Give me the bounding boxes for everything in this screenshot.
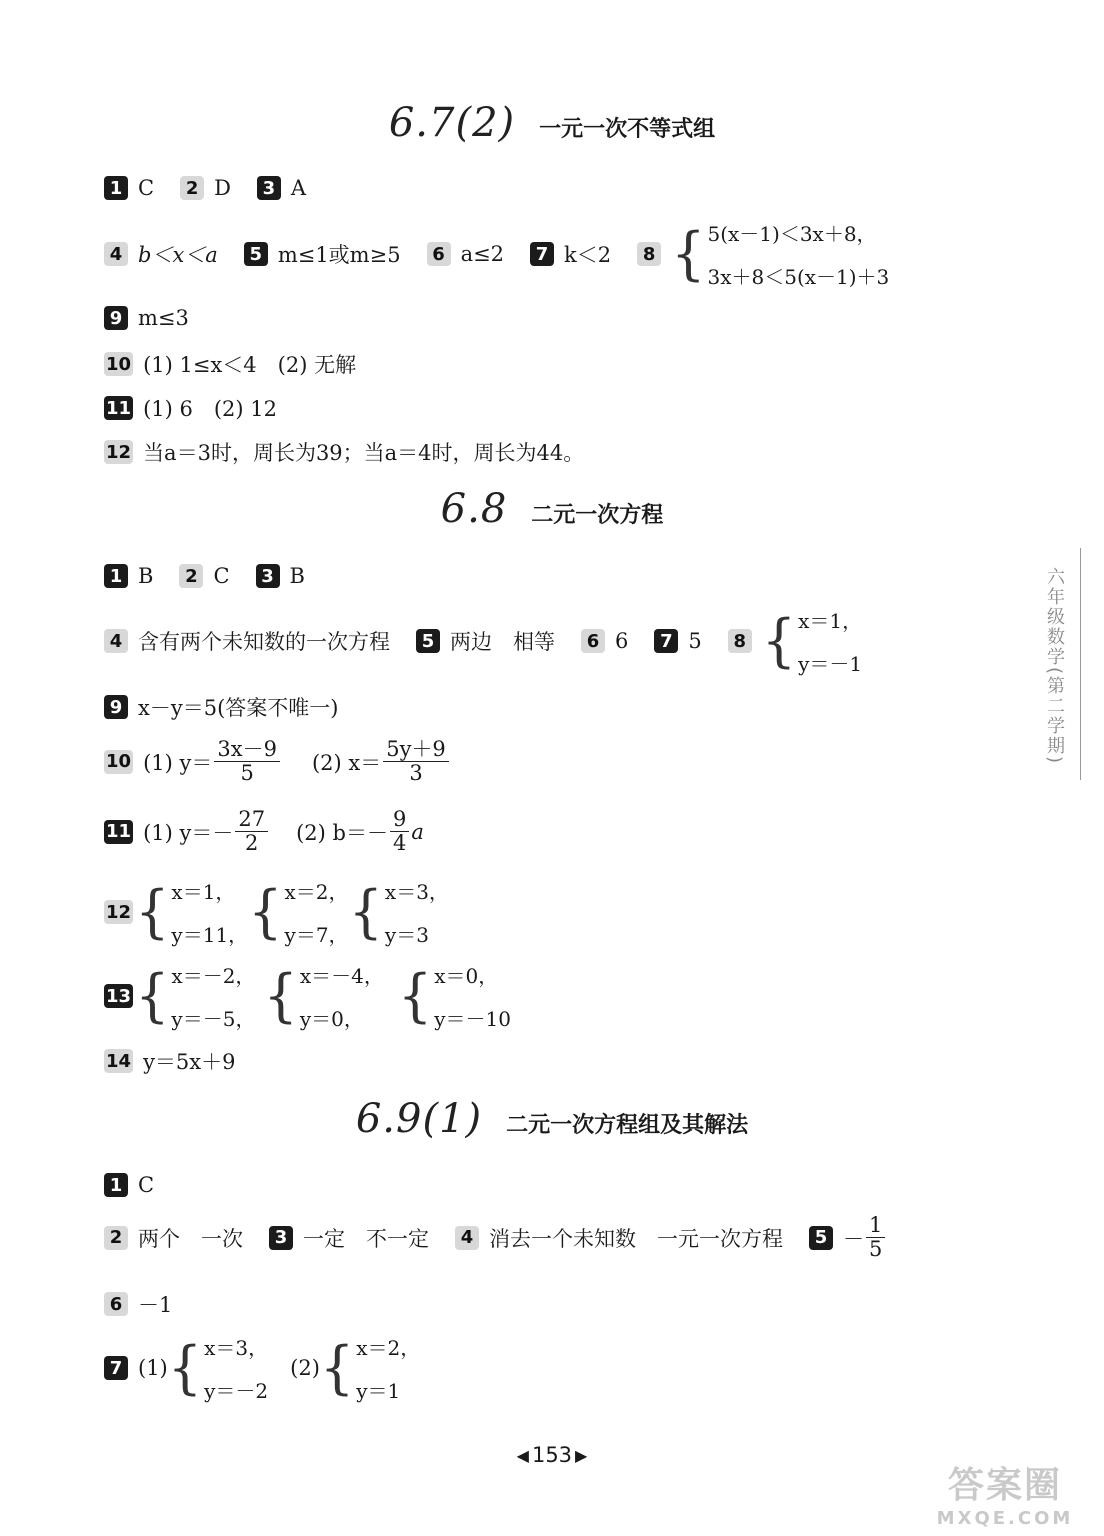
- question-number-badge: 7: [654, 629, 678, 653]
- side-book-title: 六年级数学(第二学期): [1044, 566, 1065, 766]
- equation-system: [398, 960, 511, 1032]
- question-number-badge: 8: [728, 629, 752, 653]
- system-line: y＝－5，: [171, 1007, 256, 1031]
- fraction-denominator: 4: [392, 831, 407, 856]
- system-line: x＝0，: [434, 964, 499, 988]
- answer-text: 当a＝3时，周长为39；当a＝4时，周长为44。: [143, 441, 585, 465]
- answer-text: m≤1或m≥5: [277, 243, 401, 267]
- answer-text: C: [138, 1173, 155, 1197]
- fraction: [390, 808, 409, 855]
- question-number-badge: 3: [256, 564, 280, 588]
- system-line: y＝－1: [798, 652, 863, 676]
- fraction: [866, 1214, 885, 1261]
- answer-row: [104, 876, 449, 948]
- answer-text: y＝5x＋9: [143, 1050, 236, 1074]
- answer-text: 一定 不一定: [303, 1226, 429, 1251]
- fraction: [235, 808, 268, 855]
- answer-text: b＜x＜a: [138, 243, 218, 267]
- answer-prefix: －: [843, 1226, 864, 1251]
- brace-icon: {: [135, 878, 170, 945]
- equation-system: [349, 876, 449, 948]
- answer-text: (1) 1≤x＜4 (2) 无解: [143, 353, 357, 377]
- brace-icon: {: [135, 962, 170, 1029]
- answer-text: m≤3: [138, 306, 189, 330]
- answer-text: B: [289, 564, 305, 588]
- answer-text: 含有两个未知数的一次方程: [138, 630, 390, 654]
- question-number-badge: 4: [104, 629, 128, 653]
- system-line: x＝2，: [356, 1336, 421, 1360]
- fraction-numerator: 3x－9: [214, 738, 280, 762]
- page-number-text: 153: [531, 1443, 573, 1467]
- answer-row: [104, 1173, 180, 1197]
- question-number-badge: 5: [416, 629, 440, 653]
- equation-system: [671, 218, 889, 290]
- fraction-numerator: 5y＋9: [383, 738, 449, 762]
- section-name: 二元一次方程组及其解法: [506, 1113, 749, 1138]
- fraction-numerator: 9: [390, 808, 409, 832]
- fraction-denominator: 3: [409, 761, 423, 786]
- brace-icon: {: [263, 962, 298, 1029]
- answer-text: B: [138, 564, 154, 588]
- right-triangle-icon: ▶: [575, 1445, 588, 1465]
- system-line: y＝－2: [204, 1379, 269, 1403]
- question-number-badge: 9: [104, 306, 128, 330]
- watermark-url: MXQE.COM: [936, 1507, 1074, 1529]
- answer-text: x－y＝5(答案不唯一): [138, 696, 339, 720]
- system-line: x＝3，: [384, 880, 449, 904]
- section-number: 6.8: [440, 486, 508, 532]
- answer-text: 两边 相等: [450, 630, 555, 654]
- section-name: 一元一次不等式组: [539, 117, 716, 142]
- question-number-badge: 5: [809, 1226, 833, 1250]
- section-number: 6.7(2): [388, 100, 516, 146]
- question-number-badge: 10: [106, 751, 132, 773]
- answer-prefix: (2) x＝: [311, 750, 382, 775]
- question-number-badge: 5: [244, 242, 268, 266]
- answer-text: k＜2: [564, 243, 612, 267]
- answer-prefix: (1) y＝－: [143, 820, 234, 845]
- question-number-badge: 6: [581, 629, 605, 653]
- question-number-badge: 11: [106, 397, 132, 419]
- answer-suffix: a: [411, 819, 424, 844]
- answer-row: [104, 1046, 262, 1076]
- question-number-badge: 2: [104, 1226, 128, 1250]
- answer-text: a≤2: [460, 242, 505, 266]
- equation-system: [762, 605, 862, 677]
- equation-system: [135, 960, 255, 1032]
- answer-prefix: (1) y＝: [143, 750, 213, 775]
- question-number-badge: 7: [530, 242, 554, 266]
- answer-text: C: [213, 564, 230, 588]
- brace-icon: {: [248, 878, 283, 945]
- answer-row: [104, 960, 511, 1032]
- answer-row: [104, 306, 215, 330]
- section-title-6-8: [0, 486, 1104, 532]
- question-number-badge: 6: [104, 1292, 128, 1316]
- system-line: y＝－10: [434, 1007, 511, 1031]
- question-number-badge: 1: [104, 1173, 128, 1197]
- fraction-denominator: 2: [245, 831, 259, 856]
- section-name: 二元一次方程: [531, 503, 664, 528]
- section-number: 6.9(1): [355, 1096, 483, 1142]
- section-title-6-7-2: [0, 100, 1104, 146]
- answer-text: －1: [138, 1293, 173, 1317]
- question-number-badge: 11: [106, 821, 132, 843]
- system-line: x＝2，: [284, 880, 349, 904]
- answer-row: [104, 605, 888, 677]
- question-number-badge: 3: [269, 1226, 293, 1250]
- system-line: y＝0，: [299, 1007, 364, 1031]
- system-line: x＝3，: [204, 1336, 269, 1360]
- question-number-badge: 7: [104, 1356, 128, 1380]
- answer-text: 5: [688, 629, 702, 653]
- equation-system: [135, 876, 248, 948]
- fraction-denominator: 5: [869, 1237, 883, 1262]
- system-line: 3x＋8＜5(x－1)＋3: [707, 265, 890, 289]
- question-number-badge: 4: [455, 1226, 479, 1250]
- answer-text: 6: [615, 629, 629, 653]
- left-triangle-icon: ◀: [516, 1445, 529, 1465]
- question-number-badge: 12: [106, 441, 132, 463]
- answer-text: A: [290, 176, 307, 200]
- equation-system: [263, 960, 383, 1032]
- watermark-text: 答案圈: [947, 1464, 1062, 1506]
- system-line: x＝1，: [171, 880, 236, 904]
- question-number-badge: 6: [427, 242, 451, 266]
- question-number-badge: 8: [637, 242, 661, 266]
- fraction: [383, 738, 449, 785]
- answer-row: [104, 176, 332, 200]
- question-number-badge: 2: [180, 176, 204, 200]
- fraction-numerator: 1: [866, 1214, 885, 1238]
- fraction-denominator: 5: [240, 761, 254, 786]
- answer-text: (1) 6 (2) 12: [143, 397, 277, 421]
- equation-system: [248, 876, 348, 948]
- brace-icon: {: [348, 878, 383, 945]
- brace-icon: {: [761, 607, 797, 674]
- system-line: y＝7，: [284, 923, 349, 947]
- answer-row: [104, 692, 364, 722]
- system-line: x＝－2，: [171, 964, 256, 988]
- watermark-logo: [920, 1455, 1090, 1530]
- fraction-numerator: 27: [235, 808, 268, 832]
- answer-row: [104, 808, 424, 855]
- answer-row: [104, 218, 915, 290]
- answer-row: [104, 349, 382, 379]
- answer-prefix: (2): [290, 1356, 320, 1380]
- question-number-badge: 9: [104, 695, 128, 719]
- question-number-badge: 2: [179, 564, 203, 588]
- answer-text: 两个 一次: [138, 1226, 243, 1251]
- side-divider: [1080, 548, 1081, 780]
- answer-text: C: [138, 176, 155, 200]
- question-number-badge: 14: [106, 1050, 132, 1072]
- section-title-6-9-1: [0, 1096, 1104, 1142]
- system-line: y＝3: [384, 923, 429, 947]
- equation-system: [168, 1332, 268, 1404]
- answer-prefix: (1): [138, 1356, 168, 1380]
- brace-icon: {: [397, 962, 433, 1029]
- answer-row: [104, 1332, 420, 1404]
- fraction: [214, 738, 280, 785]
- system-line: x＝－4，: [299, 964, 384, 988]
- answer-row: [104, 738, 451, 785]
- brace-icon: {: [319, 1334, 355, 1401]
- answer-prefix: (2) b＝－: [296, 820, 388, 845]
- answer-text: 消去一个未知数 一元一次方程: [489, 1226, 783, 1251]
- answer-text: D: [214, 176, 231, 200]
- answer-row: [104, 437, 610, 467]
- question-number-badge: 1: [104, 564, 128, 588]
- question-number-badge: 4: [104, 242, 128, 266]
- question-number-badge: 13: [106, 985, 132, 1007]
- question-number-badge: 3: [257, 176, 281, 200]
- answer-row: [104, 564, 331, 588]
- brace-icon: {: [671, 220, 706, 287]
- system-line: y＝11，: [171, 923, 249, 947]
- question-number-badge: 1: [104, 176, 128, 200]
- question-number-badge: 10: [106, 353, 132, 375]
- equation-system: [320, 1332, 420, 1404]
- answer-row: [104, 1289, 198, 1319]
- brace-icon: {: [167, 1334, 203, 1401]
- system-line: y＝1: [356, 1379, 401, 1403]
- system-line: 5(x－1)＜3x＋8，: [707, 222, 877, 246]
- answer-row: [104, 1214, 913, 1261]
- answer-row: [104, 393, 303, 423]
- question-number-badge: 12: [106, 901, 132, 923]
- system-line: x＝1，: [798, 609, 863, 633]
